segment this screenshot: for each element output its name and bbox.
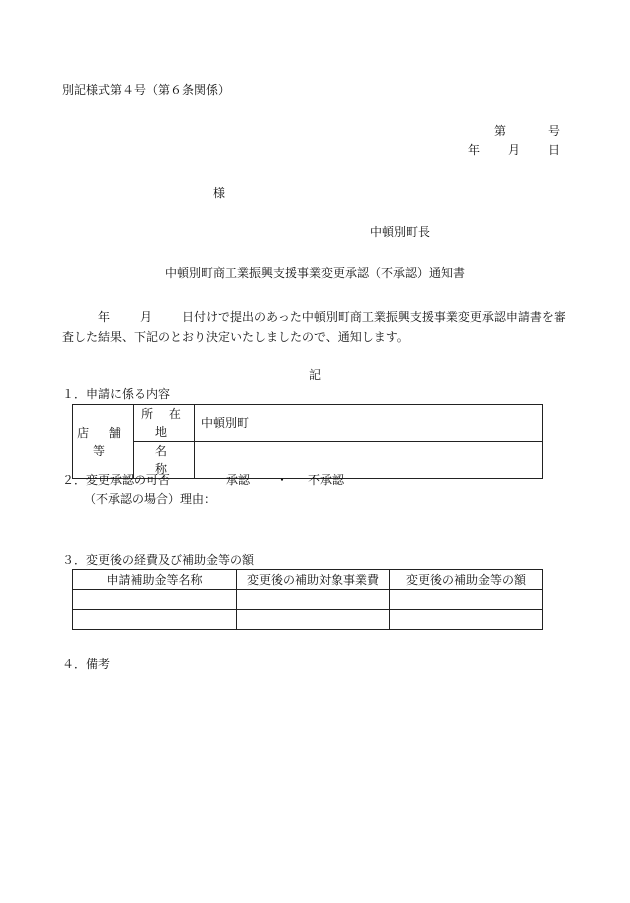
table-row <box>73 405 543 442</box>
body-paragraph <box>62 307 567 347</box>
option-disapprove: 不承認 <box>308 473 345 487</box>
table-cell <box>73 590 237 610</box>
form-label: 別記様式第４号（第６条関係） <box>62 83 231 97</box>
table-header-row <box>73 570 543 590</box>
date-day: 日 <box>547 143 560 157</box>
column-header: 変更後の補助対象事業費 <box>237 570 390 590</box>
date-year: 年 <box>467 143 480 157</box>
body-text: 日付けで提出のあった中頓別町商工業振興支援事業変更承認申請書を審査した結果、下記のとおり決定いたしましたので、通知します。 <box>62 310 566 344</box>
section4-heading: ４．備考 <box>62 657 111 671</box>
table-cell <box>390 610 543 630</box>
document-number <box>494 124 560 138</box>
date-month: 月 <box>507 143 520 157</box>
table-row <box>73 610 543 630</box>
document-date <box>468 143 560 157</box>
option-approve: 承認 <box>226 473 251 487</box>
number-prefix: 第 <box>493 124 506 138</box>
table-cell <box>237 610 390 630</box>
table-row <box>73 590 543 610</box>
table-cell <box>390 590 543 610</box>
table-cell <box>237 590 390 610</box>
column-header: 申請補助金等名称 <box>73 570 237 590</box>
group-label-cell: 店 舗 等 <box>73 405 134 479</box>
number-suffix: 号 <box>547 124 560 138</box>
reason-label: （不承認の場合）理由： <box>84 492 217 506</box>
option-separator: ・ <box>276 473 289 487</box>
document-title: 中頓別町商工業振興支援事業変更承認（不承認）通知書 <box>164 266 465 280</box>
body-year: 年 <box>98 310 111 324</box>
section3-heading: ３．変更後の経費及び補助金等の額 <box>62 553 255 567</box>
application-content-table <box>72 404 543 479</box>
ki-heading: 記 <box>308 368 321 382</box>
expense-table <box>72 569 543 630</box>
addressee: 様 <box>213 186 226 200</box>
section2-heading <box>62 473 344 487</box>
column-header: 変更後の補助金等の額 <box>390 570 543 590</box>
name-label-cell: 名 称 <box>134 442 195 479</box>
location-value-cell: 中頓別町 <box>195 405 543 442</box>
section2-heading-text: ２．変更承認の可否 <box>62 473 171 487</box>
section1-heading: １．申請に係る内容 <box>62 387 171 401</box>
location-label-cell: 所 在 地 <box>134 405 195 442</box>
issuer: 中頓別町長 <box>370 225 431 239</box>
table-cell <box>73 610 237 630</box>
body-month: 月 <box>140 310 153 324</box>
